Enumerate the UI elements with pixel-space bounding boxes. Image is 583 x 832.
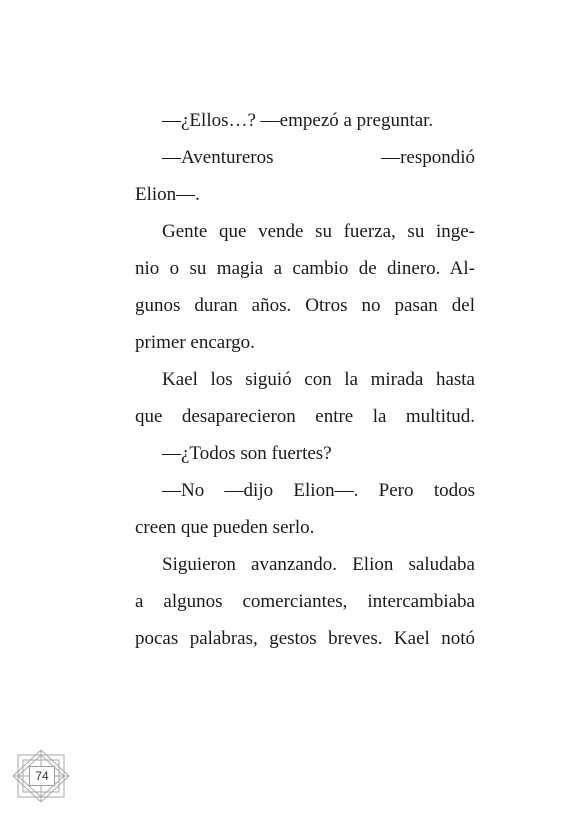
body-text bbox=[135, 102, 475, 657]
text-line: Kael los siguió con la mirada hasta bbox=[162, 369, 475, 390]
page-number-ornament bbox=[10, 749, 72, 803]
text-line: —¿Ellos…? —empezó a preguntar. bbox=[162, 110, 434, 131]
text-line: gunos duran años. Otros no pasan del bbox=[135, 295, 475, 316]
text-line: Siguieron avanzando. Elion saludaba bbox=[162, 554, 475, 575]
text-line: —No —dijo Elion—. Pero todos bbox=[162, 480, 475, 501]
text-line: pocas palabras, gestos breves. Kael notó bbox=[135, 628, 475, 649]
text-line: primer encargo. bbox=[135, 332, 255, 353]
page-number: 74 bbox=[29, 766, 55, 786]
text-line: que desaparecieron entre la multitud. bbox=[135, 406, 475, 427]
text-line: nio o su magia a cambio de dinero. Al- bbox=[135, 258, 475, 279]
text-line: —Aventureros —respondió bbox=[162, 147, 475, 168]
text-line: —¿Todos son fuertes? bbox=[162, 443, 332, 464]
text-line: creen que pueden serlo. bbox=[135, 517, 315, 538]
text-line: Gente que vende su fuerza, su inge- bbox=[162, 221, 475, 242]
text-line: Elion—. bbox=[135, 184, 200, 205]
text-line: a algunos comerciantes, intercambiaba bbox=[135, 591, 475, 612]
